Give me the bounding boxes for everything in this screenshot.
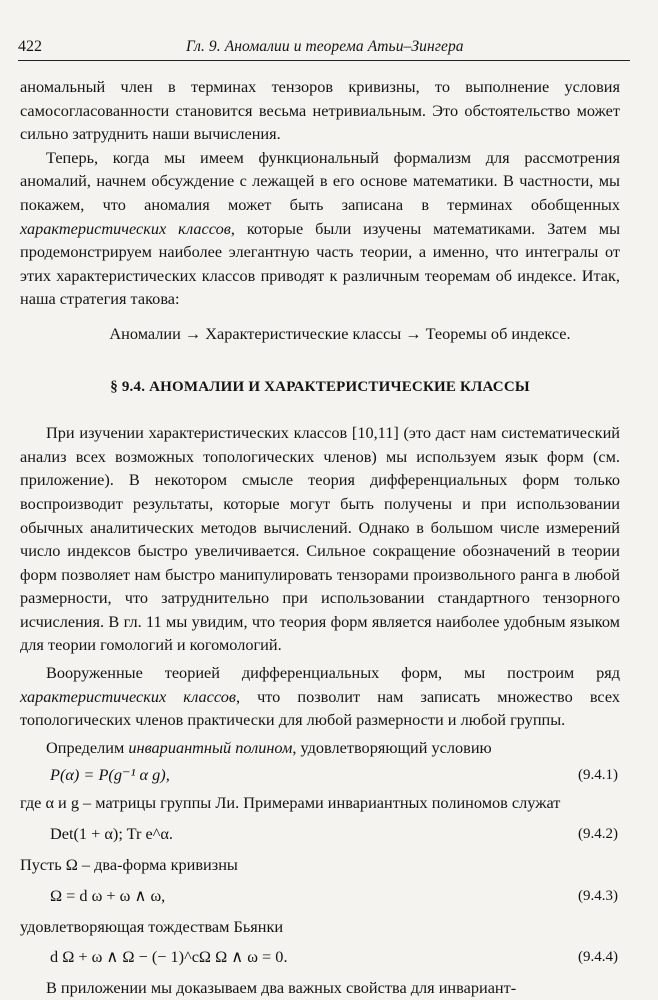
equation-9-4-4-formula: d Ω + ω ∧ Ω − (− 1)^cΩ Ω ∧ ω = 0. <box>50 947 288 967</box>
paragraph-1: аномальный член в терминах тензоров кривизны, то выполнение условия самосогласованности становится весьма нетривиальным. Это обстоятельство может сильно затруднить наши вычисления. <box>20 77 620 144</box>
paragraph-4-text-end: , что позволит нам записать множество всех топологических членов практически для любой размерности и любой группы. <box>20 686 620 730</box>
paragraph-3: При изучении характеристических классов [10,11] (это даст нам систематический анализ всех возможных топологических членов) мы используем язык форм (см. приложение). В некотором смысле теория дифференциальных форм только воспроизводит результаты, которые могут быть получены и при использовании обычных аналитических методов вычислений. Однако в большом числе измерений число индексов быстро увеличивается. Сильное сокращение обозначений в теории форм позволяет нам быстро манипулировать тензорами произвольного ранга в любой размерности, что затруднительно при использовании стандартного тензорного исчисления. В гл. 11 мы увидим, что теория форм является наиболее удобным языком для теории гомологий и когомологий. <box>20 423 620 655</box>
paragraph-9: В приложении мы доказываем два важных свойства для инвариант- <box>46 978 517 998</box>
paragraph-2 <box>20 146 620 311</box>
paragraph-7: Пусть Ω – два-форма кривизны <box>20 855 238 875</box>
equation-9-4-1 <box>20 759 620 791</box>
equation-9-4-3-formula: Ω = d ω + ω ∧ ω, <box>50 885 166 905</box>
paragraph-5-text: Определим <box>46 737 129 757</box>
paragraph-8: удовлетворяющая тождествам Бьянки <box>20 916 284 936</box>
paragraph-5-text-end: , удовлетворяющий условию <box>292 737 492 757</box>
running-title: Гл. 9. Аномалии и теорема Атьи–Зингера <box>186 38 464 55</box>
strategy-scheme: Аномалии → Характеристические классы → Теоремы об индексе. <box>109 323 571 343</box>
equation-9-4-2 <box>20 815 620 853</box>
equation-9-4-2-number: (9.4.2) <box>578 826 618 843</box>
equation-9-4-2-formula: Det(1 + α); Tr e^α. <box>50 824 173 844</box>
page-number: 422 <box>18 38 42 55</box>
equation-9-4-1-number: (9.4.1) <box>578 767 618 784</box>
page-header <box>18 34 630 61</box>
equation-9-4-4 <box>20 938 620 976</box>
equation-9-4-3 <box>20 877 620 915</box>
page-body <box>20 75 620 1000</box>
paragraph-4 <box>20 661 620 732</box>
section-heading: § 9.4. АНОМАЛИИ И ХАРАКТЕРИСТИЧЕСКИЕ КЛАССЫ <box>110 378 530 395</box>
paragraph-5 <box>20 736 620 760</box>
equation-9-4-1-formula: P(α) = P(g⁻¹ α g), <box>50 765 170 785</box>
equation-9-4-3-number: (9.4.3) <box>578 887 618 904</box>
paragraph-2-text: Теперь, когда мы имеем функциональный формализм для рассмотрения аномалий, начнем обсуждение с лежащей в его основе математики. В частности, мы покажем, что аномалия может быть записана в терминах обобщенных <box>20 147 620 214</box>
paragraph-4-text: Вооруженные теорией дифференциальных форм, мы построим ряд <box>46 663 620 683</box>
equation-9-4-4-number: (9.4.4) <box>578 949 618 966</box>
paragraph-2-emphasis: характеристических классов <box>20 218 231 238</box>
paragraph-2-text-end: , которые были изучены математиками. Затем мы продемонстрируем наиболее элегантную часть теории, а именно, что интегралы от этих характеристических классов приводят к различным теоремам об индексе. Итак, наша стратегия такова: <box>20 218 621 309</box>
paragraph-6: где α и g – матрицы группы Ли. Примерами инвариантных полиномов служат <box>20 793 561 813</box>
paragraph-4-emphasis: характеристических классов <box>20 686 236 706</box>
paragraph-5-emphasis: инвариантный полином <box>128 737 293 757</box>
